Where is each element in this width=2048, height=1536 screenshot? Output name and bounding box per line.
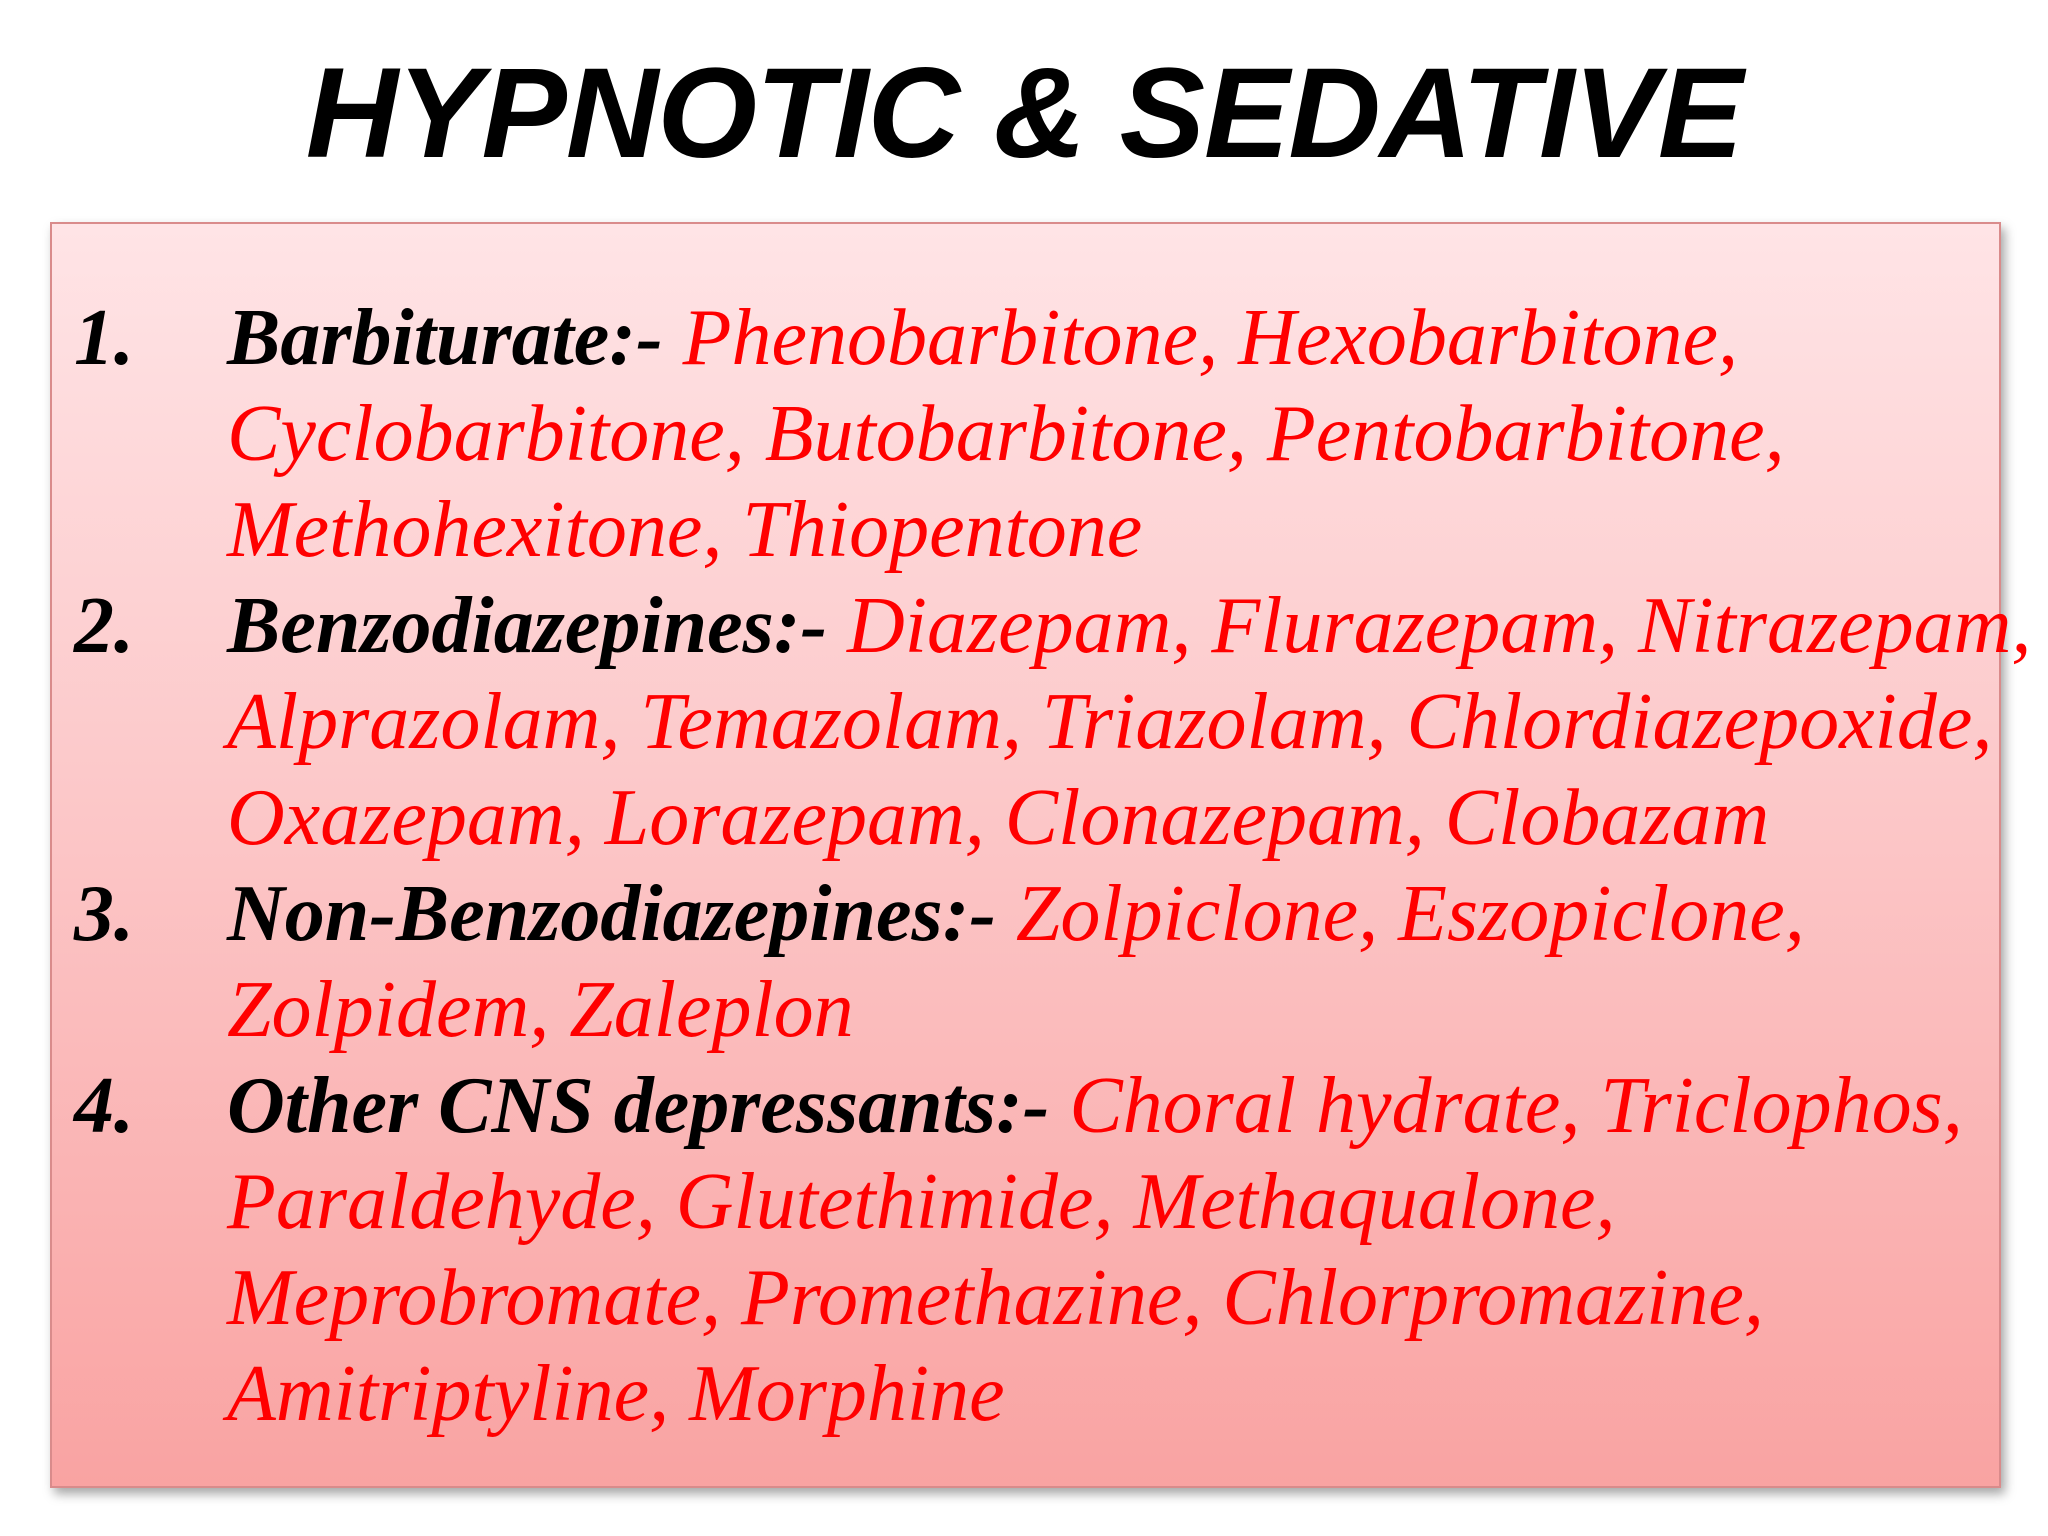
class-item-barbiturate	[74, 290, 1994, 578]
category-label: Benzodiazepines:-	[227, 582, 827, 670]
drug-names: Zolpidem, Zaleplon	[227, 966, 854, 1054]
drug-names: Oxazepam, Lorazepam, Clonazepam, Clobazam	[227, 774, 1770, 862]
drug-names: Methohexitone, Thiopentone	[227, 486, 1143, 574]
item-number: 4.	[74, 1062, 134, 1150]
drug-names: Diazepam, Flurazepam, Nitrazepam,	[847, 582, 2032, 670]
drug-names: Zolpiclone, Eszopiclone,	[1015, 870, 1805, 958]
drug-names: Alprazolam, Temazolam, Triazolam, Chlordiazepoxide,	[227, 678, 1993, 766]
drug-classes-box	[50, 222, 2032, 1488]
category-label: Other CNS depressants:-	[227, 1062, 1050, 1150]
drug-names: Cyclobarbitone, Butobarbitone, Pentobarbitone,	[227, 390, 1785, 478]
drug-names: Meprobromate, Promethazine, Chlorpromazine,	[227, 1254, 1764, 1342]
list-line	[227, 866, 1994, 962]
class-item-benzodiazepines	[74, 578, 2032, 866]
drug-names: Amitriptyline, Morphine	[227, 1350, 1005, 1438]
item-number: 1.	[74, 294, 134, 382]
slide-title: HYPNOTIC & SEDATIVE	[305, 42, 1743, 185]
category-label: Barbiturate:-	[227, 294, 663, 382]
item-number: 3.	[74, 870, 134, 958]
list-line	[227, 1058, 1994, 1154]
drug-names: Choral hydrate, Triclophos,	[1069, 1062, 1963, 1150]
class-item-other-cns-depressants	[74, 1058, 1994, 1442]
drug-names: Phenobarbitone, Hexobarbitone,	[682, 294, 1738, 382]
item-number: 2.	[74, 582, 134, 670]
list-line	[227, 578, 2032, 674]
class-item-non-benzodiazepines	[74, 866, 1994, 1058]
list-line	[227, 290, 1994, 386]
drug-class-list	[74, 290, 2032, 1442]
drug-names: Paraldehyde, Glutethimide, Methaqualone,	[227, 1158, 1616, 1246]
category-label: Non-Benzodiazepines:-	[227, 870, 996, 958]
